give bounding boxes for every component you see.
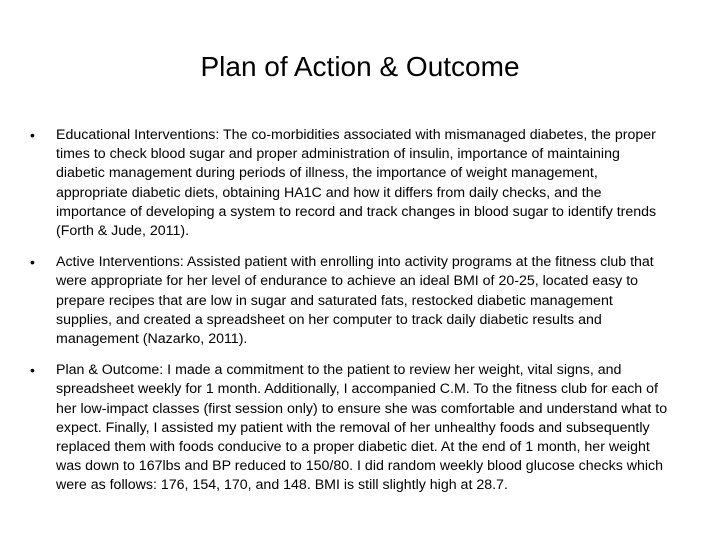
bullet-list: [0, 126, 720, 508]
slide-title: Plan of Action & Outcome: [200, 51, 520, 82]
bullet-text: Plan & Outcome: I made a commitment to the patient to review her weight, vital signs, and spreadsheet weekly for 1 month. Additionally, I accompanied C.M. To the fitness club for each of her low-impact classes (first session only) to ensure she was comfortable and understand what to expect. Finally, I assisted my patient with the removal of her unhealthy foods and subsequently replaced them with foods conducive to a proper diabetic diet. At the end of 1 month, her weight was down to 167lbs and BP reduced to 150/80. I did random weekly blood glucose checks which were as follows: 176, 154, 170, and 148. BMI is still slightly high at 28.7.: [56, 362, 668, 494]
bullet-icon: •: [30, 127, 35, 143]
bullet-icon: •: [30, 362, 35, 379]
bullet-item-educational-interventions: [0, 126, 720, 241]
bullet-text: Educational Interventions: The co-morbidities associated with mismanaged diabetes, the proper times to check blood sugar and proper administration of insulin, importance of maintaining diabetic management during periods of illness, the importance of weight management, appropriate diabetic diets, obtaining HA1C and how it differs from daily checks, and the importance of developing a system to record and track changes in blood sugar to identify trends (Forth & Jude, 2011).: [56, 127, 657, 240]
bullet-item-plan-and-outcome: [0, 361, 720, 495]
bullet-icon: •: [30, 254, 35, 271]
bullet-text: Active Interventions: Assisted patient with enrolling into activity programs at the fitness club that were appropriate for her level of endurance to achieve an ideal BMI of 20-25, located easy to prepare recipes that are low in sugar and saturated fats, restocked diabetic management supplies, and created a spreadsheet on her computer to track daily diabetic results and management (Nazarko, 2011).: [56, 254, 654, 348]
bullet-item-active-interventions: [0, 253, 720, 349]
